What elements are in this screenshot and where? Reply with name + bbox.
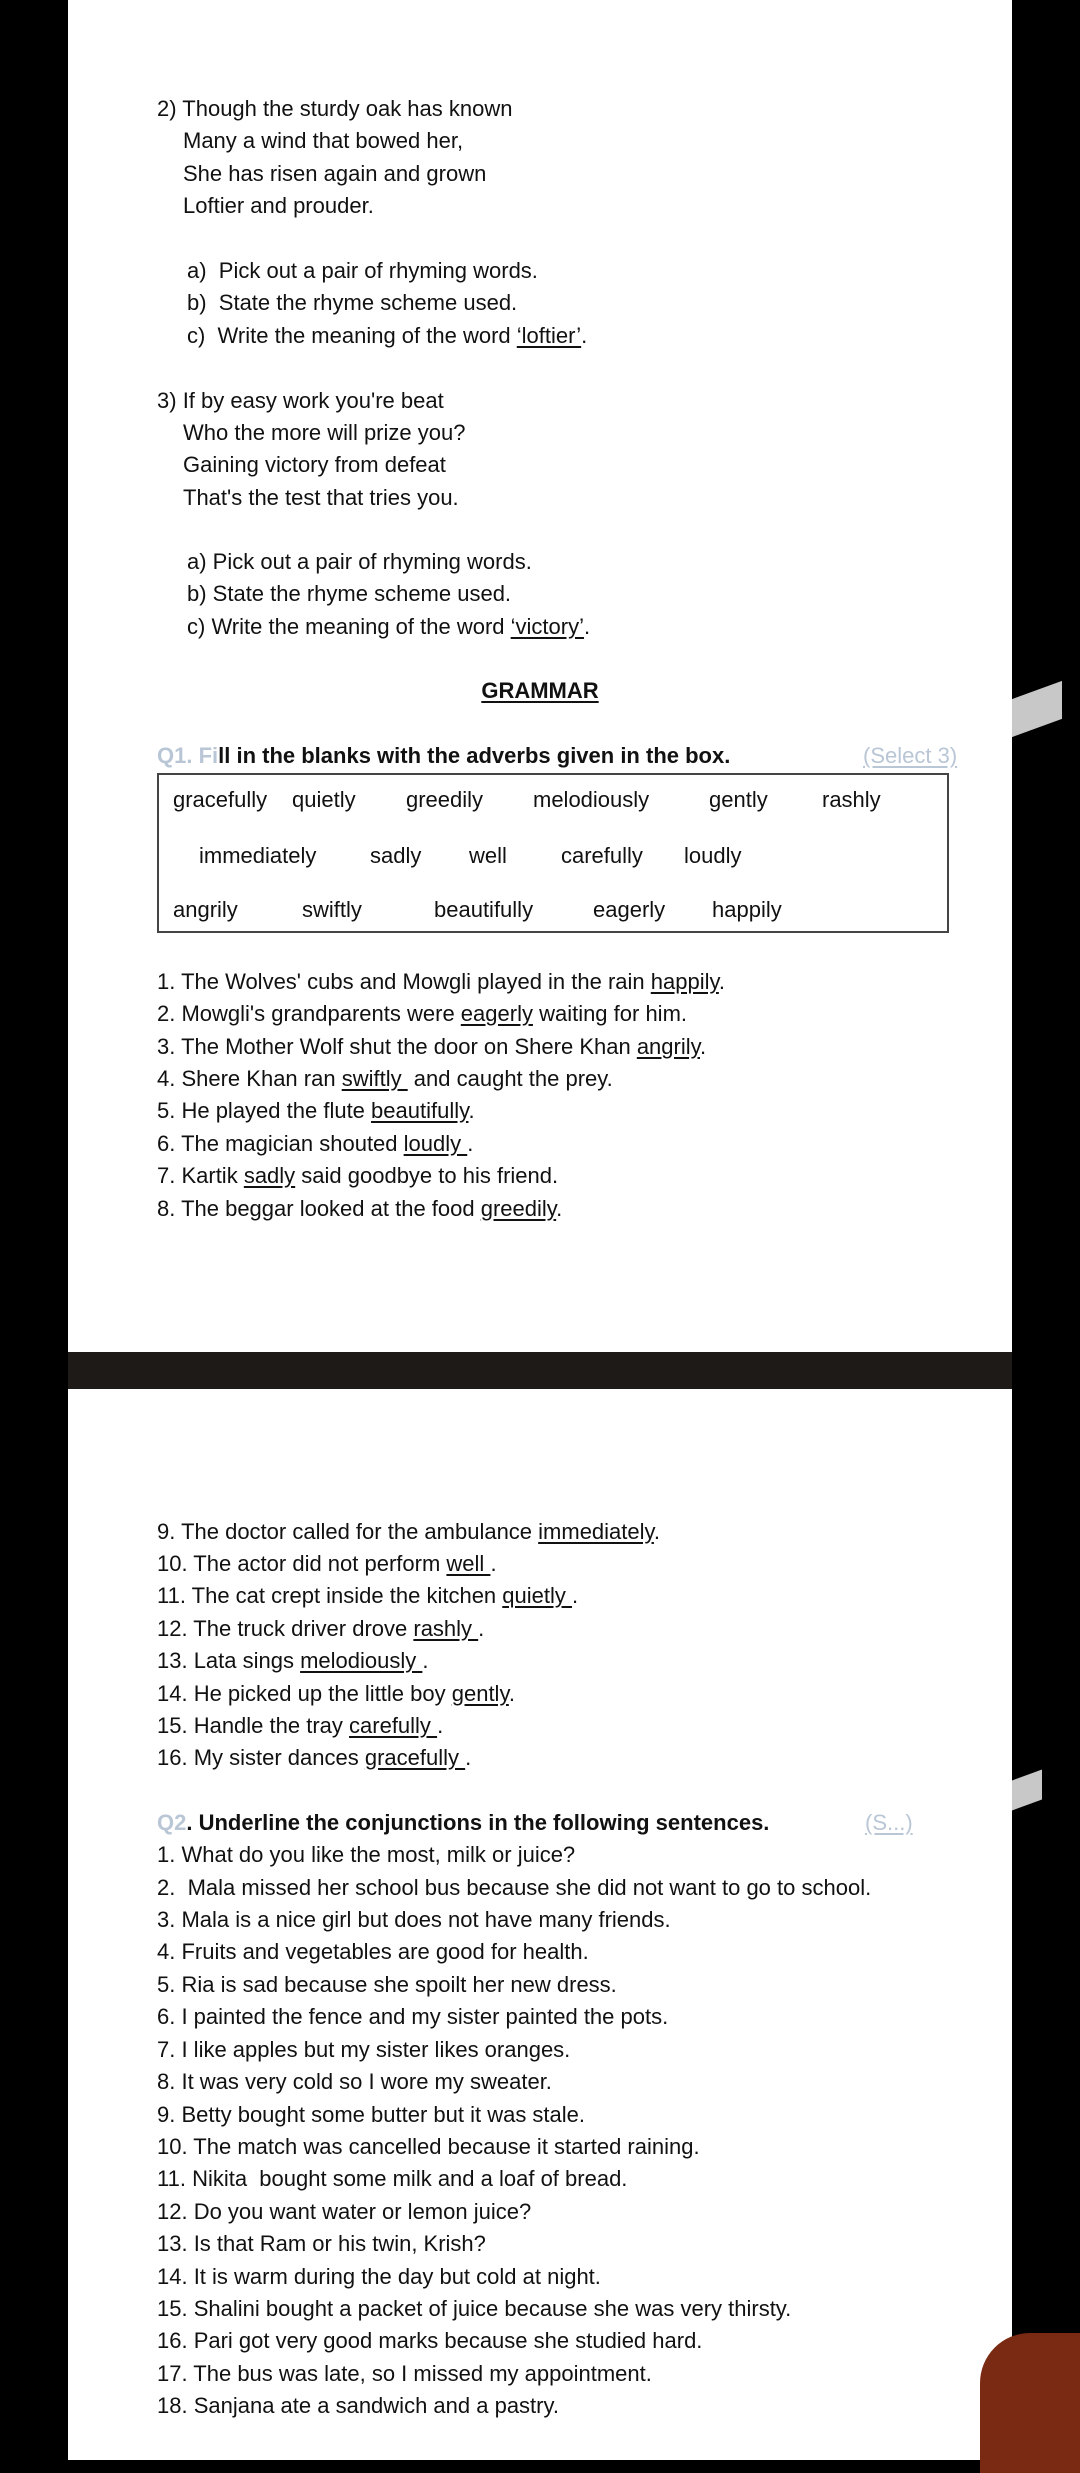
q2-sentence: 11. Nikita bought some milk and a loaf of bread. (157, 2166, 628, 2191)
word-box-item: loudly (684, 843, 742, 868)
q2-sentence: 6. I painted the fence and my sister painted the pots. (157, 2004, 669, 2029)
word-box-item: quietly (292, 787, 356, 812)
word-box-item: happily (712, 897, 782, 922)
answer-word: quietly (502, 1583, 572, 1608)
answer-word: carefully (349, 1713, 438, 1738)
q2-sentence: 4. Fruits and vegetables are good for health. (157, 1939, 589, 1964)
poem3-line-3: Gaining victory from defeat (183, 452, 446, 477)
answer-word: well (446, 1551, 491, 1576)
answer-word: greedily (480, 1196, 557, 1221)
q2-sentence: 2. Mala missed her school bus because she did not want to go to school. (157, 1875, 872, 1900)
page-edge-tab (1012, 681, 1062, 737)
q1-sentence: 11. The cat crept inside the kitchen quietly . (157, 1583, 579, 1608)
poem3-question-b: b) State the rhyme scheme used. (187, 581, 512, 606)
page-edge-tab (1012, 1770, 1042, 1811)
answer-word: gently (451, 1681, 509, 1706)
word-box-item: rashly (822, 787, 881, 812)
answer-word: swiftly (341, 1066, 408, 1091)
poem2-question-b: b) State the rhyme scheme used. (187, 290, 518, 315)
answer-word: rashly (413, 1616, 479, 1641)
q2-heading: Q2. Underline the conjunctions in the following sentences. (157, 1810, 770, 1835)
answer-word: angrily (636, 1034, 700, 1059)
q1-sentence: 14. He picked up the little boy gently. (157, 1681, 515, 1706)
q1-sentence: 4. Shere Khan ran swiftly and caught the prey. (157, 1066, 613, 1091)
grammar-heading: GRAMMAR (481, 678, 599, 703)
word-box-item: immediately (199, 843, 317, 868)
q1-sentence: 5. He played the flute beautifully. (157, 1098, 475, 1123)
q2-sentence: 14. It is warm during the day but cold at night. (157, 2264, 601, 2289)
poem3-line-1: 3) If by easy work you're beat (157, 388, 444, 413)
q1-sentence: 15. Handle the tray carefully . (157, 1713, 444, 1738)
word-box-item: swiftly (302, 897, 362, 922)
q1-sentence: 13. Lata sings melodiously . (157, 1648, 429, 1673)
poem3-question-a: a) Pick out a pair of rhyming words. (187, 549, 532, 574)
q2-sentence: 1. What do you like the most, milk or juice? (157, 1842, 576, 1867)
q2-sentence: 5. Ria is sad because she spoilt her new dress. (157, 1972, 617, 1997)
q2-sentence: 7. I like apples but my sister likes oranges. (157, 2037, 571, 2062)
q1-sentence: 12. The truck driver drove rashly . (157, 1616, 485, 1641)
answer-word: melodiously (300, 1648, 423, 1673)
answer-word: gracefully (364, 1745, 466, 1770)
worksheet-page-1 (68, 0, 1012, 1352)
word-box-item: melodiously (533, 787, 650, 812)
poem2-line-1: 2) Though the sturdy oak has known (157, 96, 513, 121)
word-box-item: beautifully (434, 897, 534, 922)
q2-selection-tag: (S...) (865, 1810, 913, 1835)
poem2-line-2: Many a wind that bowed her, (183, 128, 464, 153)
q1-selection-tag: (Select 3) (863, 743, 958, 768)
word-box-item: angrily (173, 897, 238, 922)
poem3-line-2: Who the more will prize you? (183, 420, 466, 445)
q2-sentence: 8. It was very cold so I wore my sweater. (157, 2069, 552, 2094)
word-box-item: carefully (561, 843, 643, 868)
word-box-item: well (469, 843, 507, 868)
answer-word: loudly (403, 1131, 468, 1156)
adverb-word-box (157, 773, 949, 933)
q2-sentence: 10. The match was cancelled because it started raining. (157, 2134, 700, 2159)
q1-sentence: 3. The Mother Wolf shut the door on Shere Khan angrily. (157, 1034, 707, 1059)
q1-sentence: 7. Kartik sadly said goodbye to his friend. (157, 1163, 559, 1188)
q2-sentence: 15. Shalini bought a packet of juice because she was very thirsty. (157, 2296, 792, 2321)
answer-word: ‘victory’ (510, 614, 584, 639)
word-box-item: greedily (406, 787, 484, 812)
poem2-line-3: She has risen again and grown (183, 161, 487, 186)
q1-sentence: 6. The magician shouted loudly . (157, 1131, 474, 1156)
answer-word: eagerly (460, 1001, 533, 1026)
q1-sentence: 2. Mowgli's grandparents were eagerly waiting for him. (157, 1001, 688, 1026)
poem3-question-c: c) Write the meaning of the word ‘victory’. (187, 614, 591, 639)
worksheet-page-2 (68, 1389, 1012, 2460)
q2-sentence: 3. Mala is a nice girl but does not have many friends. (157, 1907, 671, 1932)
page-separator (68, 1352, 1012, 1389)
poem3-line-4: That's the test that tries you. (183, 485, 459, 510)
answer-word: sadly (243, 1163, 296, 1188)
q1-sentence: 1. The Wolves' cubs and Mowgli played in the rain happily. (157, 969, 725, 994)
q1-sentence: 10. The actor did not perform well . (157, 1551, 497, 1576)
word-box-item: eagerly (593, 897, 666, 922)
answer-word: beautifully (371, 1098, 469, 1123)
answer-word: ‘loftier’ (516, 323, 582, 348)
word-box-item: sadly (370, 843, 422, 868)
q2-sentence: 12. Do you want water or lemon juice? (157, 2199, 532, 2224)
corner-accent (980, 2333, 1080, 2473)
poem2-question-c: c) Write the meaning of the word ‘loftier’. (187, 323, 588, 348)
word-box-item: gracefully (173, 787, 268, 812)
q2-sentence: 13. Is that Ram or his twin, Krish? (157, 2231, 486, 2256)
q2-sentence: 17. The bus was late, so I missed my appointment. (157, 2361, 652, 2386)
answer-word: immediately (538, 1519, 654, 1544)
q1-sentence: 8. The beggar looked at the food greedily. (157, 1196, 563, 1221)
q2-sentence: 18. Sanjana ate a sandwich and a pastry. (157, 2393, 559, 2418)
poem2-question-a: a) Pick out a pair of rhyming words. (187, 258, 538, 283)
q1-heading: Q1. Fill in the blanks with the adverbs given in the box. (157, 743, 731, 768)
q2-sentence: 16. Pari got very good marks because she studied hard. (157, 2328, 703, 2353)
poem2-line-4: Loftier and prouder. (183, 193, 374, 218)
q1-sentence: 9. The doctor called for the ambulance immediately. (157, 1519, 661, 1544)
word-box-item: gently (709, 787, 768, 812)
answer-word: happily (650, 969, 719, 994)
q2-sentence: 9. Betty bought some butter but it was stale. (157, 2102, 586, 2127)
q1-sentence: 16. My sister dances gracefully . (157, 1745, 472, 1770)
